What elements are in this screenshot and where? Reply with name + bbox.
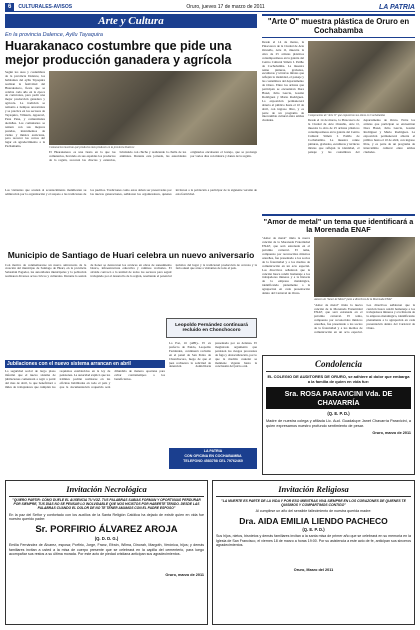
amor-photo — [314, 237, 415, 297]
condolencia-title: Condolencia — [314, 359, 362, 369]
religiosa-rip: (Q. E. P. D.) — [302, 527, 325, 533]
necrologica-title: Invitación Necrológica — [66, 484, 147, 494]
culture-banner — [5, 14, 257, 28]
page-header — [5, 3, 415, 12]
condolencia-org: EL COLEGIO DE AUDITORES DE ORURO, se adhiere al dolor que embarga a la familia de quien en vida fue: — [267, 374, 410, 384]
necrologica-quote: "QUIERO PARTIR: CÓMO DUELE EL AUSENCIA TU VOZ. TUS PALABRAS SABIAS FORMAN Y OPORTUNAS PERDURAR POR SIEMPRE, TUS DÍAS NO SE PENSAR LO INOLVIDABLE QUE NOS HICISTOS POR HABERTE TENIDO. DESDE LAS PALABRAS CUANDO EL DOLOR DE NO TE TENER AMAMOS CON EL PADRE ESPOSO" — [12, 498, 201, 510]
leopoldo-story — [169, 342, 257, 442]
masthead: LA PATRIA — [378, 3, 415, 11]
lead-body-b: El Huarakanaco es una fiesta en la que los comunarios, llevando en sus espaldas los productos de la región, recorren las chacras y estancias, brindando con chicha y realizando la challa de los animales. Durante esta jornada, las autoridades originarias encabezan el festejo, que se prolonga por varios días con música y danza de la región. — [49, 151, 257, 163]
amor-story — [262, 214, 415, 342]
arte-o-body: Desde el 14 de marzo, la Pinacoteca de la Ciudad de Arte Orureño, Arte O, muestra la obra de 25 artistas plásticos contemporáneos en la galería del Centro Cultural Simón I. Patiño de Cochabamba. La muestra reúne pinturas, grabados, esculturas y técnicas mixtas que reflejan la identidad, el paisaje y las costumbres del departamento de Oruro. Entre los artistas que participan se encuentran Dora Hazel, Julio García, Gastón Rodríguez y Mario Rodríguez. La exposición permanecerá abierta al público hasta el 10 de abril, con ingreso libre, y es parte de un programa de intercambio cultural entre ambas ciudades. — [262, 41, 304, 123]
lead-headline: Huarakanaco costumbre que pide una mejor producción ganadera y agrícola — [5, 39, 232, 67]
necrologica-name: Sr. PORFIRIO ÁLVAREZ AROJA — [35, 524, 178, 536]
amor-caption: Autores de "Amor de Metal" junto a directivos de la Morenada ENAF — [314, 298, 393, 302]
condolencia-notice — [262, 355, 415, 475]
religiosa-title: Invitación Religiosa — [278, 484, 349, 494]
leopoldo-body: La Paz, 16 (ABI).- El ex prefecto de Pando, Leopoldo Fernández, continuará recluido en el penal de San Pedro de Chonchocoro, luego de que el juez rechazara la solicitud de detención domiciliaria presentada por su defensa. El magistrado argumentó que persisten los riesgos procesales de fuga y obstaculización, por lo que la medida cautelar se mantiene vigente hasta la conclusión del juicio oral. — [169, 342, 257, 369]
jubilaciones-story — [5, 360, 165, 458]
ad-line-3: TELEFONO 4583758 CEL 79762460 — [183, 459, 243, 463]
huari-headline: Municipio de Santiago de Huari celebra un nuevo aniversario — [7, 250, 255, 260]
condolencia-name: Sra. ROSA PARAVICINI Vda. DE CHAVARRÍA — [266, 387, 411, 409]
lead-photo-caption: Comunarios muestran qué productos más producen en la provincia Dalence — [49, 146, 135, 149]
banner-title: Arte y Cultura — [98, 15, 164, 27]
arte-o-caption: Componentes de "Arte O" que expusieron sus obras en Cochabamba — [308, 114, 386, 118]
necrologica-notice — [5, 480, 208, 625]
religiosa-body: Sus hijos, nietos, bisnietos y demás familiares invitan a la santa misa de primer año que se celebrará en su memoria en la Iglesia de San Francisco, el viernes 18 de marzo a horas 19:00. Por su asistencia a este acto de fe, anticipan sus sinceros agradecimientos. — [216, 534, 411, 547]
necrologica-place: Oruro, marzo de 2011 — [165, 573, 204, 578]
arte-o-body-cont: Desde el 14 de marzo, la Pinacoteca de la Ciudad de Arte Orureño, Arte O, muestra la obra de 25 artistas plásticos contemporáneos en la galería del Centro Cultural Simón I. Patiño de Cochabamba. La muestra reúne pinturas, grabados, esculturas y técnicas mixtas que reflejan la identidad, el paisaje y las costumbres del departamento de Oruro. Entre los artistas que participan se encuentran Dora Hazel, Julio García, Gastón Rodríguez y Mario Rodríguez. La exposición permanecerá abierta al público hasta el 10 de abril, con ingreso libre, y es parte de un programa de intercambio cultural entre ambas ciudades. — [308, 119, 415, 154]
condolencia-body: Madre de nuestra colega y afiliada Lic. Aud. Guadalupe Janet Chavarría Paravicini, a quien expresamos nuestro profundo sentimiento de pesar. — [266, 419, 411, 428]
religiosa-intro: Al cumplirse un año del sensible fallecimiento de nuestra querida madre: — [255, 509, 372, 513]
jubilaciones-headline: Jubilaciones con el nuevo sistema arrancan en abril — [5, 360, 165, 368]
amor-headline: "Amor de metal" un tema que identificará a la Morenada ENAF — [263, 217, 414, 235]
religiosa-notice — [212, 480, 415, 625]
lead-kicker: En la provincia Dalence, Ayllu Tayaquira — [5, 32, 103, 38]
necrologica-intro: En la paz del Señor y confortado con los auxilios de la Santa Religión Católica ha dejado de existir quien en vida fue nuestro querido padre: — [9, 512, 204, 522]
ad-line-1: LA PATRIA — [203, 449, 223, 453]
lead-body-a: Según los usos y costumbres de la provincia Dalence, los habitantes del ayllu Tayaquira realizan la festividad del Huarakanaco, fiesta que se celebra cada año en la época de carnavales, para pedir una mejor producción ganadera y agrícola. La tradición se remonta a tiempos ancestrales y se practica en los sectores de Tayaquira, Villazón, Ayparavi, Pana Pana, y comunidades aledañas. Los comunarios se reúnen con sus mejores prendas, instrumentos de viento y música autóctona, para recorrer los cerros del lugar en agradecimiento a la Pachamama. — [5, 71, 45, 149]
amor-body: "Amor de metal" titula la nueva canción de la Morenada Fraternidad ENAF, que será estrenada en el próximo carnaval. El tema, compuesto por reconocidos músicos orureños, fue presentado a los socios de la fraternidad y a los medios de comunicación en un acto especial. Los directivos señalaron que la canción busca rendir homenaje a los trabajadores mineros y a la historia de la empresa metalúrgica, identificando plenamente a la agrupación en cada presentación dentro del Carnaval de Oruro. — [262, 237, 310, 296]
condolencia-rip: (Q. E. P. D.) — [327, 411, 350, 416]
huari-body: Con motivo de conmemorarse un nuevo aniversario de la creación del municipio de Santiago de Huari, en la provincia Sebastián Pagador, las autoridades municipales y la población realizaron diversos actos cívicos y culturales. Durante la sesión de honor se destacaron los avances en obras de saneamiento básico, infraestructura educativa y caminos vecinales. El alcalde convocó a la unidad de todos los sectores para seguir trabajando por el desarrollo de la región, resaltando el potencial turístico del lugar y la tradicional producción de cerveza y la feria anual que atrae a visitantes de todo el país. — [5, 263, 257, 279]
necrologica-rip: (Q. D. D. G.) — [94, 536, 119, 542]
leopoldo-headline: Leopoldo Fernández continuará recluido en Chonchocoro — [175, 322, 248, 333]
lead-photo — [49, 71, 257, 145]
arte-o-headline: "Arte O" muestra plástica de Oruro en Cochabamba — [267, 17, 410, 35]
ad-line-2: CON OFICINA EN COCHABAMBA — [184, 454, 242, 458]
lead-story — [5, 14, 257, 209]
dateline: Oruro, jueves 17 de marzo de 2011 — [186, 4, 265, 10]
arte-o-story — [262, 14, 415, 219]
amor-body-cont: "Amor de metal" titula la nueva canción de la Morenada Fraternidad ENAF, que será estrenada en el próximo carnaval. El tema, compuesto por reconocidos músicos orureños, fue presentado a los socios de la fraternidad y a los medios de comunicación en un acto especial. Los directivos señalaron que la canción busca rendir homenaje a los trabajadores mineros y a la historia de la empresa metalúrgica, identificando plenamente a la agrupación en cada presentación dentro del Carnaval de Oruro. — [314, 303, 415, 334]
jubilaciones-body: La seguridad social de largo plazo informó que el nuevo sistema de jubilaciones comenzará a regir a partir del mes de abril, lo que beneficiará a miles de trabajadores que cumplan los requisitos establecidos en la ley de pensiones. La autoridad explicó que los trámites podrán realizarse en las oficinas habilitadas en todo el país y que la documentación requerida será difundida de manera oportuna para evitar contratiempos a los beneficiarios. — [5, 370, 165, 389]
religiosa-place: Oruro, Marzo del 2011 — [293, 568, 334, 573]
patria-cochabamba-ad — [169, 448, 257, 469]
section-label: CULTURALES-AVISOS — [18, 4, 73, 10]
religiosa-name: Dra. AIDA EMILIA LIENDO PACHECO — [239, 516, 388, 527]
leopoldo-headline-box — [166, 318, 257, 338]
condolencia-place: Oruro, marzo de 2011 — [372, 431, 411, 436]
religiosa-quote: "LA MUERTE ES PARTE DE LA VIDA Y POR ESO MIENTRAS VIVA SIEMPRE EN LOS CORAZONES DE QUIENES TE QUISIMOS Y COMPARTIMOS CONTIGO" — [221, 499, 406, 507]
lead-body-c: Los visitantes que acuden al acontecimiento manifiestan su admiración por la organización y el respeto a las tradiciones de los pueblos. Tradiciones como estas deben ser preservadas por las nuevas generaciones, señalaron los organizadores, quienes invitaron a la población a participar de la siguiente versión de esta festividad. — [5, 189, 257, 196]
page-number: 6 — [5, 3, 14, 11]
arte-o-photo — [308, 41, 415, 113]
necrologica-body: Emilia Fernández de Álvarez, esposa; Porfirio, Jorge, Franz, Efraín, Wilma, Dinorah, Margoth, Verónica, hijos; y demás familiares invitan a usted a la misa de cuerpo presente que se celebrará en la capilla del cementerio, para luego acompañar sus restos a su última morada. Por este acto de piedad cristiana anticipan sus agradecimientos. — [9, 543, 204, 556]
